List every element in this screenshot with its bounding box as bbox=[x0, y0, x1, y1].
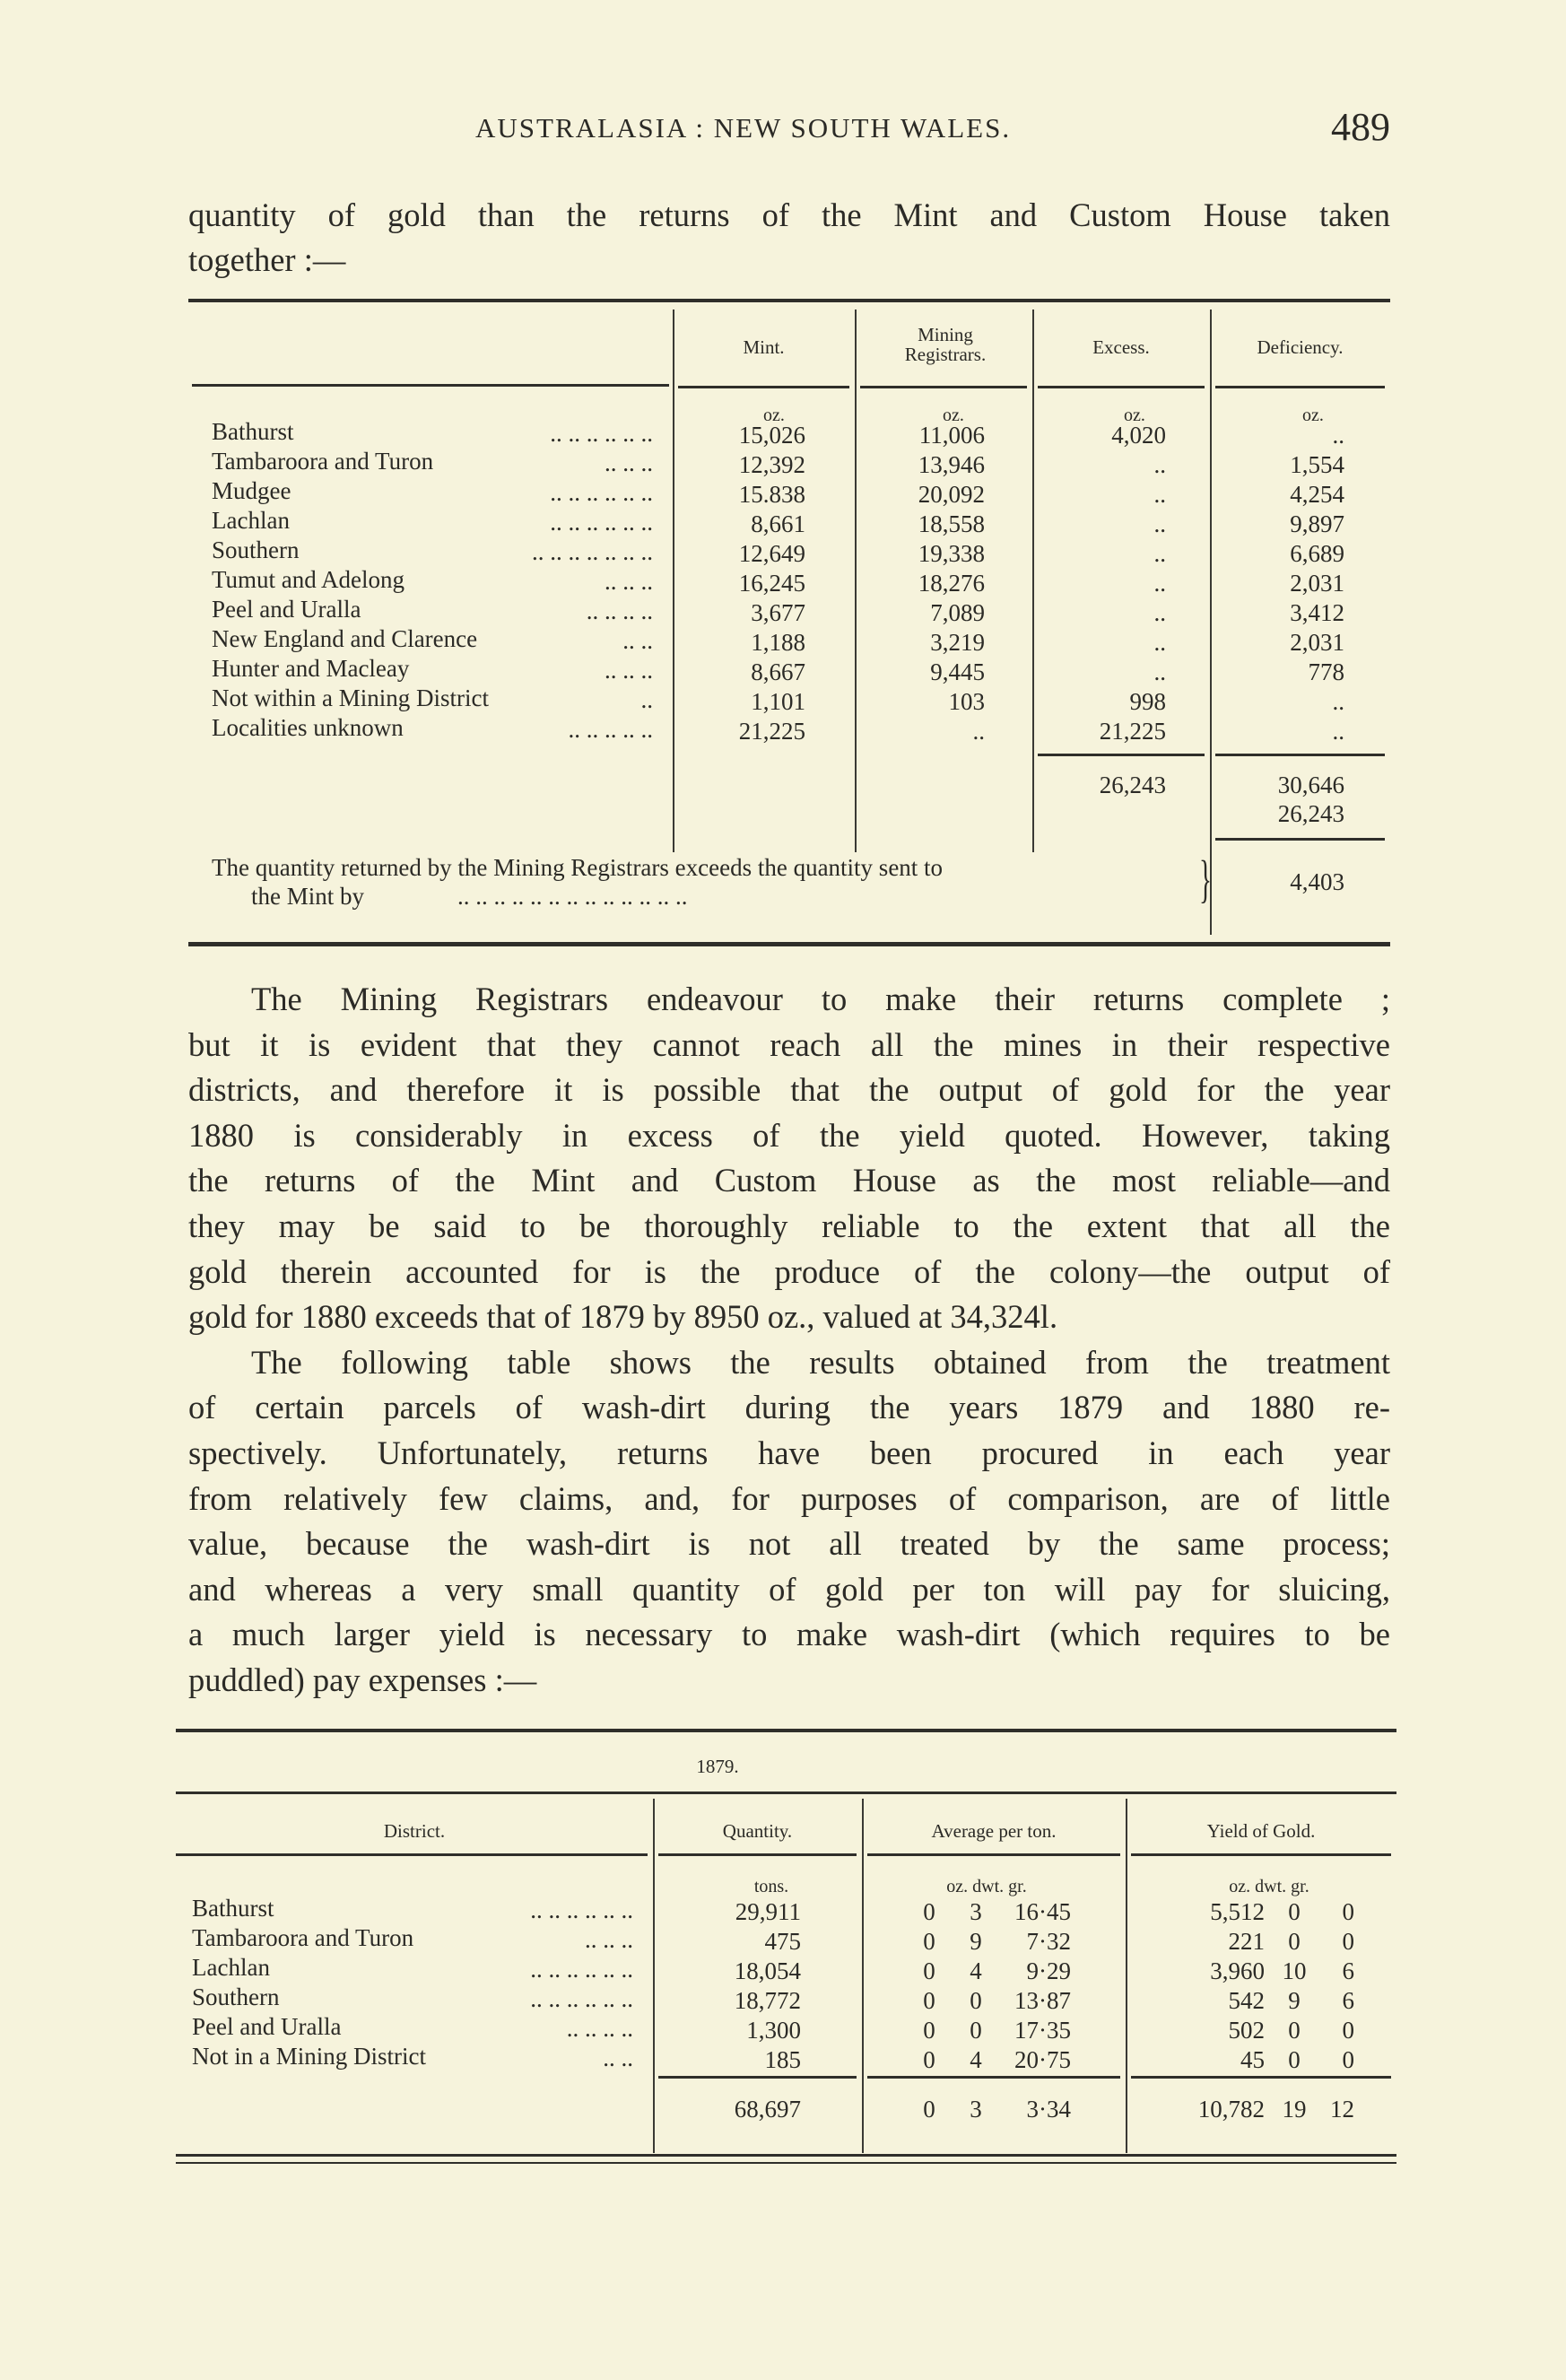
cell-avg-gr: 20·75 bbox=[1014, 2046, 1071, 2073]
cell-mint: 16,245 bbox=[738, 570, 805, 597]
cell-registrars: 19,338 bbox=[918, 540, 985, 567]
cell-registrars: 7,089 bbox=[930, 599, 985, 626]
cell-yield-oz: 5,512 bbox=[1210, 1898, 1265, 1925]
cell-avg-gr: 9·29 bbox=[1026, 1957, 1071, 1984]
table-rule bbox=[176, 2154, 1396, 2157]
table-rule bbox=[658, 2076, 857, 2079]
cell-tons: 475 bbox=[764, 1928, 801, 1955]
cell-avg-oz: 0 bbox=[923, 2046, 935, 2073]
district-name: Tambaroora and Turon bbox=[192, 1924, 414, 1951]
cell-yield-dwt: 0 bbox=[1288, 1928, 1301, 1955]
column-header: Mint. bbox=[743, 336, 785, 358]
intro-line: quantity of gold than the returns of the Mint and Custom House taken bbox=[188, 196, 1390, 233]
cell-avg-dwt: 0 bbox=[970, 1987, 982, 2014]
cell-deficiency: 3,412 bbox=[1290, 599, 1344, 626]
cell-yield-gr: 0 bbox=[1342, 1928, 1354, 1955]
dot-leader: .. .. bbox=[603, 2044, 633, 2071]
cell-deficiency: 1,554 bbox=[1290, 451, 1344, 478]
cell-deficiency: 2,031 bbox=[1290, 629, 1344, 656]
table-rule bbox=[188, 299, 1390, 302]
column-header: Excess. bbox=[1092, 336, 1150, 358]
dot-leader: .. .. .. .. bbox=[586, 597, 653, 624]
dot-leader: .. .. .. .. bbox=[566, 2015, 633, 2042]
unit-label: oz. bbox=[943, 405, 964, 425]
paragraph-line: The Mining Registrars endeavour to make their returns complete ; bbox=[251, 981, 1390, 1017]
cell-excess: .. bbox=[1153, 629, 1166, 656]
paragraph-line: spectively. Unfortunately, returns have been procured in each year bbox=[188, 1434, 1390, 1471]
cell-avg-dwt: 4 bbox=[970, 1957, 982, 1984]
cell-yield-dwt: 10 bbox=[1282, 1957, 1307, 1984]
intro-line: together :— bbox=[188, 241, 346, 278]
column-header: Deficiency. bbox=[1257, 336, 1344, 358]
cell-avg-dwt: 3 bbox=[970, 1898, 982, 1925]
table-rule bbox=[1215, 386, 1385, 388]
table-rule bbox=[1038, 386, 1205, 388]
cell-deficiency: .. bbox=[1332, 688, 1344, 715]
year-label: 1879. bbox=[696, 1756, 739, 1777]
table-rule bbox=[867, 1853, 1120, 1856]
unit-label: oz. bbox=[763, 405, 785, 425]
cell-yield-gr: 0 bbox=[1342, 2017, 1354, 2044]
column-divider bbox=[1126, 1799, 1127, 2153]
paragraph-line: 1880 is considerably in excess of the yield quoted. However, taking bbox=[188, 1116, 1390, 1154]
dot-leader: .. .. .. .. .. .. bbox=[530, 1956, 633, 1983]
table-rule bbox=[176, 1853, 648, 1856]
table-rule bbox=[1131, 2076, 1391, 2079]
cell-mint: 8,661 bbox=[751, 510, 805, 537]
paragraph-line: The following table shows the results obtained from the treatment bbox=[251, 1343, 1390, 1381]
cell-yield-gr: 0 bbox=[1342, 1898, 1354, 1925]
cell-registrars: .. bbox=[972, 718, 985, 745]
footer-value: 4,403 bbox=[1290, 868, 1344, 895]
cell-avg-gr: 7·32 bbox=[1026, 1928, 1071, 1955]
unit-label: oz. bbox=[1302, 405, 1324, 425]
cell-avg-dwt: 9 bbox=[970, 1928, 982, 1955]
brace-icon: } bbox=[1198, 850, 1212, 908]
paragraph-line: districts, and therefore it is possible that the output of gold for the year bbox=[188, 1071, 1390, 1109]
district-name: Peel and Uralla bbox=[212, 596, 361, 623]
dot-leader: .. .. .. bbox=[585, 1926, 633, 1953]
cell-registrars: 11,006 bbox=[918, 422, 985, 449]
cell-deficiency: 2,031 bbox=[1290, 570, 1344, 597]
paragraph-line: from relatively few claims, and, for purposes of comparison, are of little bbox=[188, 1479, 1390, 1517]
paragraph-line: and whereas a very small quantity of gold per ton will pay for sluicing, bbox=[188, 1570, 1390, 1608]
cell-yield-oz: 10,782 bbox=[1197, 2096, 1265, 2123]
cell-excess: .. bbox=[1153, 570, 1166, 597]
table-rule bbox=[176, 2162, 1396, 2164]
paragraph-line: gold for 1880 exceeds that of 1879 by 8950 oz., valued at 34,324l. bbox=[188, 1298, 1058, 1336]
cell-avg-dwt: 0 bbox=[970, 2017, 982, 2044]
cell-excess: 4,020 bbox=[1111, 422, 1166, 449]
district-name: Bathurst bbox=[212, 418, 294, 445]
unit-label: oz. dwt. gr. bbox=[1229, 1877, 1309, 1896]
footer-leader: .. .. .. .. .. .. .. .. .. .. .. .. .. bbox=[457, 883, 688, 910]
district-name: Southern bbox=[192, 1983, 280, 2010]
footer-text: the Mint by bbox=[251, 883, 364, 910]
cell-tons: 1,300 bbox=[746, 2017, 801, 2044]
cell-mint: 21,225 bbox=[738, 718, 805, 745]
column-header: District. bbox=[383, 1820, 446, 1842]
cell-deficiency: 778 bbox=[1308, 658, 1344, 685]
cell-yield-dwt: 9 bbox=[1288, 1987, 1301, 2014]
paragraph-line: the returns of the Mint and Custom House as the most reliable—and bbox=[188, 1162, 1390, 1199]
unit-label: tons. bbox=[753, 1877, 789, 1896]
cell-yield-gr: 0 bbox=[1342, 2046, 1354, 2073]
cell-yield-dwt: 0 bbox=[1288, 2046, 1301, 2073]
paragraph-line: but it is evident that they cannot reach all the mines in their respective bbox=[188, 1025, 1390, 1063]
district-name: New England and Clarence bbox=[212, 625, 478, 652]
cell-registrars: 9,445 bbox=[930, 658, 985, 685]
table-rule bbox=[1215, 838, 1385, 841]
cell-yield-oz: 542 bbox=[1228, 1987, 1265, 2014]
cell-yield-gr: 6 bbox=[1342, 1957, 1354, 1984]
paragraph-line: gold therein accounted for is the produce of the colony—the output of bbox=[188, 1252, 1390, 1290]
column-header: Average per ton. bbox=[931, 1820, 1057, 1842]
district-name: Bathurst bbox=[192, 1895, 274, 1922]
page-number: 489 bbox=[1331, 105, 1390, 149]
cell-mint: 15,026 bbox=[738, 422, 805, 449]
cell-avg-dwt: 4 bbox=[970, 2046, 982, 2073]
district-name: Tambaroora and Turon bbox=[212, 448, 434, 475]
cell-avg-oz: 0 bbox=[923, 1928, 935, 1955]
column-divider bbox=[1032, 309, 1034, 852]
cell-registrars: 18,276 bbox=[918, 570, 985, 597]
cell-excess: 998 bbox=[1129, 688, 1166, 715]
district-name: Lachlan bbox=[212, 507, 290, 534]
district-name: Peel and Uralla bbox=[192, 2013, 342, 2040]
table-rule bbox=[176, 1792, 1396, 1794]
unit-label: oz. bbox=[1124, 405, 1145, 425]
district-name: Localities unknown bbox=[212, 714, 404, 741]
cell-avg-oz: 0 bbox=[923, 1898, 935, 1925]
cell-registrars: 103 bbox=[948, 688, 985, 715]
cell-yield-gr: 12 bbox=[1330, 2096, 1354, 2123]
dot-leader: .. .. .. .. .. bbox=[568, 716, 653, 743]
cell-tons: 18,772 bbox=[734, 1987, 801, 2014]
table-rule bbox=[658, 1853, 857, 1856]
table-rule bbox=[1038, 754, 1205, 756]
paragraph-line: value, because the wash-dirt is not all treated by the same process; bbox=[188, 1525, 1390, 1563]
column-header: Mining Registrars. bbox=[904, 324, 987, 365]
column-divider bbox=[653, 1799, 655, 2153]
district-name: Hunter and Macleay bbox=[212, 655, 410, 682]
dot-leader: .. .. .. .. .. .. bbox=[530, 1896, 633, 1923]
district-name: Not in a Mining District bbox=[192, 2043, 426, 2070]
paragraph-line: of certain parcels of wash-dirt during the years 1879 and 1880 re- bbox=[188, 1389, 1390, 1426]
cell-excess: .. bbox=[1153, 481, 1166, 508]
unit-label: oz. dwt. gr. bbox=[946, 1877, 1027, 1896]
cell-excess: .. bbox=[1153, 451, 1166, 478]
cell-mint: 1,188 bbox=[751, 629, 805, 656]
dot-leader: .. bbox=[640, 686, 653, 713]
cell-mint: 1,101 bbox=[751, 688, 805, 715]
dot-leader: .. .. .. bbox=[605, 568, 653, 595]
paragraph-line: a much larger yield is necessary to make wash-dirt (which requires to be bbox=[188, 1616, 1390, 1653]
cell-registrars: 13,946 bbox=[918, 451, 985, 478]
cell-registrars: 20,092 bbox=[918, 481, 985, 508]
cell-deficiency: .. bbox=[1332, 422, 1344, 449]
table-rule bbox=[860, 386, 1027, 388]
dot-leader: .. .. .. bbox=[605, 449, 653, 476]
cell-avg-gr: 16·45 bbox=[1014, 1898, 1071, 1925]
paragraph-line: puddled) pay expenses :— bbox=[188, 1661, 537, 1698]
table-rule bbox=[192, 384, 669, 387]
column-header: Yield of Gold. bbox=[1206, 1820, 1316, 1842]
cell-yield-gr: 6 bbox=[1342, 1987, 1354, 2014]
dot-leader: .. .. .. .. .. .. bbox=[550, 479, 653, 506]
cell-yield-dwt: 19 bbox=[1282, 2096, 1307, 2123]
district-name: Tumut and Adelong bbox=[212, 566, 405, 593]
table-rule bbox=[176, 1729, 1396, 1732]
table-rule bbox=[867, 2076, 1120, 2079]
cell-avg-oz: 0 bbox=[923, 1957, 935, 1984]
cell-yield-oz: 45 bbox=[1240, 2046, 1265, 2073]
district-name: Not within a Mining District bbox=[212, 684, 489, 711]
cell-avg-gr: 17·35 bbox=[1014, 2017, 1071, 2044]
cell-mint: 12,649 bbox=[738, 540, 805, 567]
cell-excess: .. bbox=[1153, 510, 1166, 537]
cell-deficiency: 6,689 bbox=[1290, 540, 1344, 567]
running-title: AUSTRALASIA : NEW SOUTH WALES. bbox=[475, 112, 1012, 144]
dot-leader: .. .. bbox=[622, 627, 653, 654]
cell-deficiency: .. bbox=[1332, 718, 1344, 745]
cell-avg-oz: 0 bbox=[923, 1987, 935, 2014]
cell-tons: 29,911 bbox=[735, 1898, 801, 1925]
cell-mint: 12,392 bbox=[738, 451, 805, 478]
cell-yield-oz: 221 bbox=[1228, 1928, 1265, 1955]
cell-avg-gr: 3·34 bbox=[1026, 2096, 1071, 2123]
cell-excess: .. bbox=[1153, 658, 1166, 685]
cell-yield-oz: 3,960 bbox=[1210, 1957, 1265, 1984]
cell-avg-oz: 0 bbox=[923, 2017, 935, 2044]
table-rule bbox=[1131, 1853, 1391, 1856]
footer-text: The quantity returned by the Mining Registrars exceeds the quantity sent to bbox=[212, 854, 944, 881]
district-name: Mudgee bbox=[212, 477, 291, 504]
cell-yield-dwt: 0 bbox=[1288, 2017, 1301, 2044]
cell-tons: 18,054 bbox=[734, 1957, 801, 1984]
cell-tons: 185 bbox=[764, 2046, 801, 2073]
column-divider bbox=[673, 309, 674, 852]
table-rule bbox=[188, 942, 1390, 946]
less-excess: 26,243 bbox=[1277, 800, 1344, 827]
cell-deficiency: 4,254 bbox=[1290, 481, 1344, 508]
total-excess: 26,243 bbox=[1099, 772, 1166, 798]
cell-avg-oz: 0 bbox=[923, 2096, 935, 2123]
cell-yield-oz: 502 bbox=[1228, 2017, 1265, 2044]
cell-excess: .. bbox=[1153, 599, 1166, 626]
cell-deficiency: 9,897 bbox=[1290, 510, 1344, 537]
column-divider bbox=[1210, 309, 1212, 935]
table-rule bbox=[678, 386, 849, 388]
district-name: Lachlan bbox=[192, 1954, 270, 1981]
cell-excess: 21,225 bbox=[1099, 718, 1166, 745]
dot-leader: .. .. .. .. .. .. bbox=[530, 1985, 633, 2012]
cell-avg-dwt: 3 bbox=[970, 2096, 982, 2123]
cell-registrars: 3,219 bbox=[930, 629, 985, 656]
cell-excess: .. bbox=[1153, 540, 1166, 567]
cell-avg-gr: 13·87 bbox=[1014, 1987, 1071, 2014]
cell-mint: 8,667 bbox=[751, 658, 805, 685]
dot-leader: .. .. .. .. .. .. bbox=[550, 420, 653, 447]
cell-tons: 68,697 bbox=[734, 2096, 801, 2123]
total-deficiency: 30,646 bbox=[1277, 772, 1344, 798]
dot-leader: .. .. .. bbox=[605, 657, 653, 684]
cell-registrars: 18,558 bbox=[918, 510, 985, 537]
paragraph-line: they may be said to be thoroughly reliable to the extent that all the bbox=[188, 1207, 1390, 1244]
dot-leader: .. .. .. .. .. .. .. bbox=[532, 538, 653, 565]
cell-yield-dwt: 0 bbox=[1288, 1898, 1301, 1925]
column-divider bbox=[862, 1799, 864, 2153]
dot-leader: .. .. .. .. .. .. bbox=[550, 509, 653, 536]
table-rule bbox=[1215, 754, 1385, 756]
district-name: Southern bbox=[212, 536, 300, 563]
column-divider bbox=[855, 309, 857, 852]
cell-mint: 15.838 bbox=[738, 481, 805, 508]
cell-mint: 3,677 bbox=[751, 599, 805, 626]
column-header: Quantity. bbox=[722, 1820, 793, 1842]
